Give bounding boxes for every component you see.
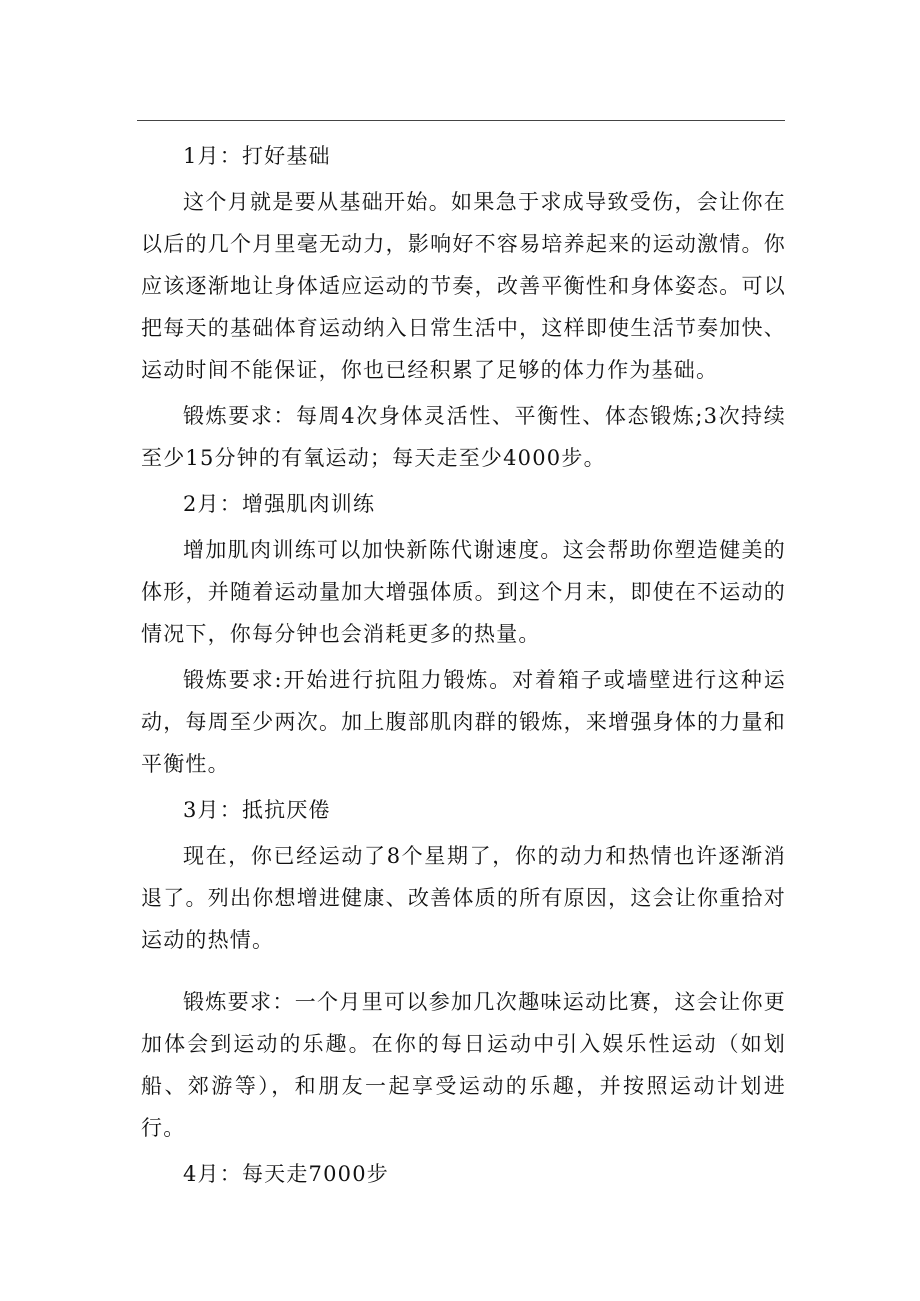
section-heading-february: 2月：增强肌肉训练 [183, 492, 376, 516]
section-requirement-january: 锻炼要求：每周4次身体灵活性、平衡性、体态锻炼;3次持续至少15分钟的有氧运动；每天走至少4000步。 [141, 404, 786, 470]
document-body [141, 135, 786, 1199]
section-heading-march: 3月：抵抗厌倦 [183, 798, 331, 822]
section-requirement-march: 锻炼要求：一个月里可以参加几次趣味运动比赛，这会让你更加体会到运动的乐趣。在你的每日运动中引入娱乐性运动（如划船、郊游等），和朋友一起享受运动的乐趣，并按照运动计划进行。 [141, 990, 786, 1140]
section-heading-april: 4月：每天走7000步 [183, 1162, 390, 1186]
header-rule [137, 120, 785, 121]
section-requirement-february: 锻炼要求:开始进行抗阻力锻炼。对着箱子或墙壁进行这种运动，每周至少两次。加上腹部肌肉群的锻炼，来增强身体的力量和平衡性。 [141, 668, 786, 776]
section-body-february: 增加肌肉训练可以加快新陈代谢速度。这会帮助你塑造健美的体形，并随着运动量加大增强体质。到这个月末，即使在不运动的情况下，你每分钟也会消耗更多的热量。 [141, 538, 786, 646]
section-body-march: 现在，你已经运动了8个星期了，你的动力和热情也许逐渐消退了。列出你想增进健康、改善体质的所有原因，这会让你重拾对运动的热情。 [141, 844, 786, 952]
section-body-january: 这个月就是要从基础开始。如果急于求成导致受伤，会让你在以后的几个月里毫无动力，影响好不容易培养起来的运动激情。你应该逐渐地让身体适应运动的节奏，改善平衡性和身体姿态。可以把每天的基础体育运动纳入日常生活中，这样即使生活节奏加快、运动时间不能保证，你也已经积累了足够的体力作为基础。 [141, 190, 786, 382]
section-heading-january: 1月：打好基础 [183, 144, 331, 168]
